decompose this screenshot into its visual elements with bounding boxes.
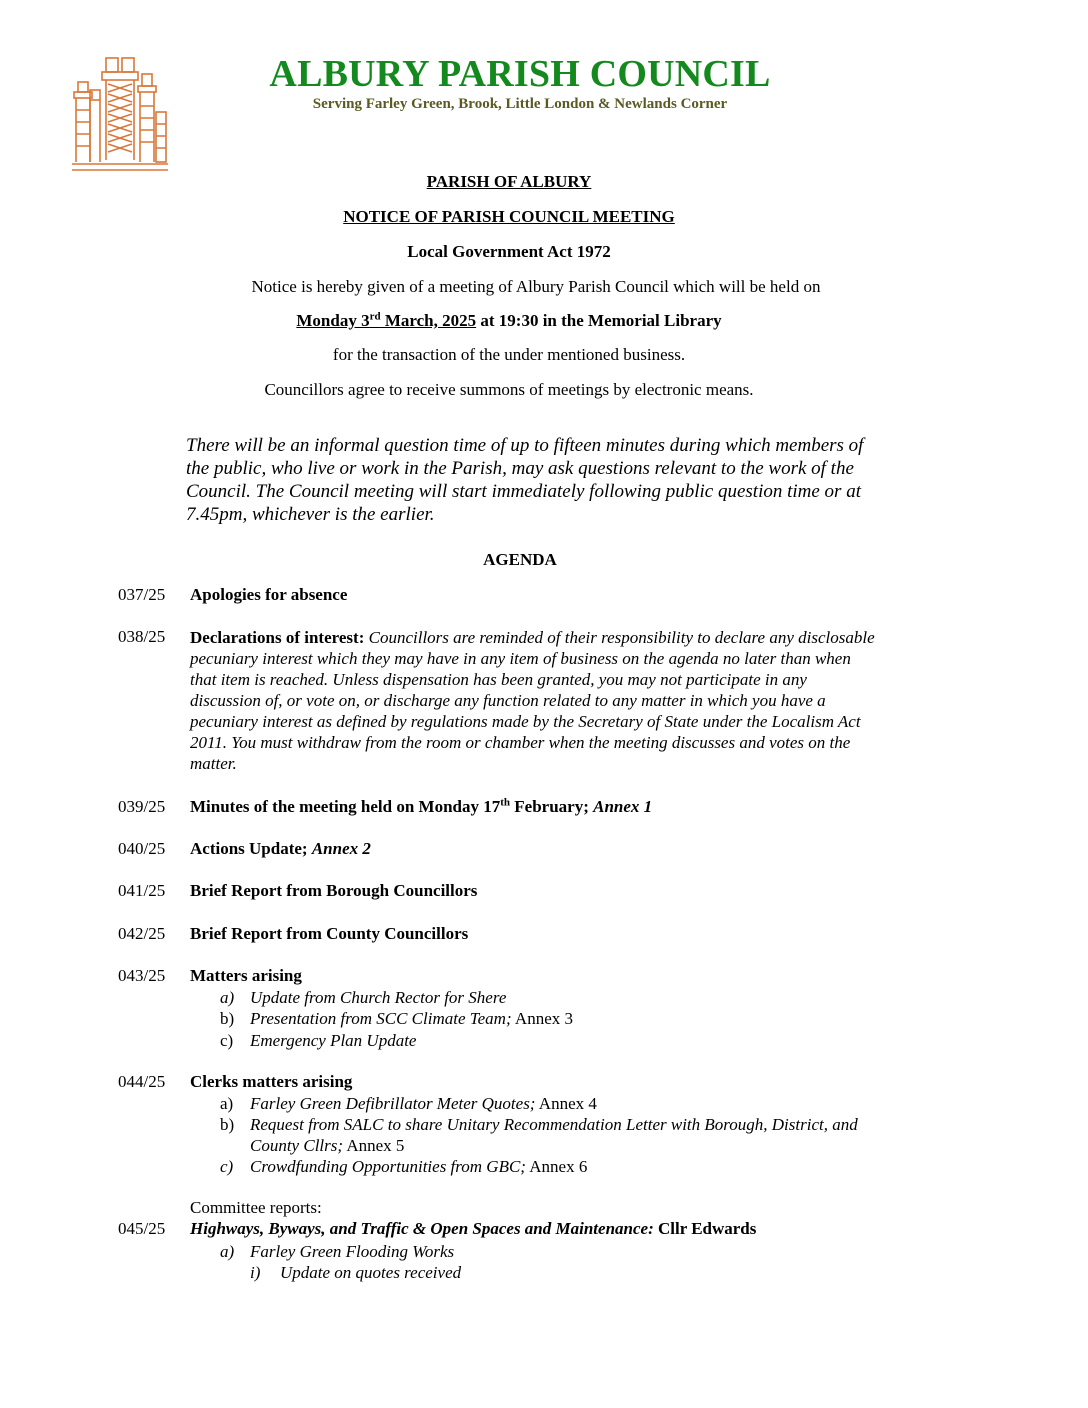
agenda-item-title: Brief Report from Borough Councillors — [190, 881, 478, 900]
sub-item — [220, 1030, 900, 1051]
agenda-item-title: Actions Update; — [190, 839, 312, 858]
sub-item-text: Crowdfunding Opportunities from GBC; — [250, 1157, 526, 1176]
agenda-item-number: 037/25 — [118, 585, 166, 604]
sub-item-label: a) — [220, 988, 235, 1007]
meeting-date-line — [0, 311, 1018, 331]
agenda-item-title: Matters arising — [190, 966, 302, 985]
sub-item-label: b) — [220, 1009, 235, 1028]
annex-reference: Annex 2 — [311, 839, 371, 858]
sub-item — [220, 1156, 900, 1177]
sub-item-label: a) — [220, 1242, 235, 1261]
notice-intro: Notice is hereby given of a meeting of Albury Parish Council which will be held on — [251, 277, 821, 296]
sub-item — [220, 1008, 900, 1029]
meeting-date-suffix: rd — [369, 310, 381, 323]
summons-note: Councillors agree to receive summons of meetings by electronic means. — [264, 380, 754, 399]
meeting-purpose: for the transaction of the under mentioned business. — [332, 345, 686, 364]
agenda-item-title: Declarations of interest: — [190, 628, 365, 647]
agenda-item-number: 044/25 — [118, 1072, 166, 1091]
agenda-item-title: Minutes of the meeting held on Monday 17 — [190, 797, 501, 816]
agenda-item-declarations — [190, 627, 880, 774]
agenda-item-title: Highways, Byways, and Traffic & Open Spaces and Maintenance: — [190, 1219, 654, 1238]
sub-item-label: c) — [220, 1157, 234, 1176]
meeting-date-day: Monday 3 — [296, 311, 370, 330]
agenda-item-title: Clerks matters arising — [190, 1072, 353, 1091]
sub-item-text: Farley Green Flooding Works — [250, 1242, 455, 1261]
sub-item-text: Request from SALC to share Unitary Recommendation Letter with Borough, District, and County Cllrs; — [250, 1115, 858, 1155]
council-title: ALBURY PARISH COUNCIL — [269, 53, 771, 95]
declarations-text: Councillors are reminded of their responsibility to declare any disclosable pecuniary interest which they may have in any item of business on the agenda no later than when that item is reached. Unless dispensation has been granted, you may not participate in any discussion of, or vote on, or discharge any function related to any matter in which you have a pecuniary interest as defined by regulations made by the Secretary of State under the Localism Act 2011. You must withdraw from the room or chamber when the meeting discusses and votes on the matter. — [190, 628, 875, 773]
sub-item-text: Update on quotes received — [280, 1263, 462, 1282]
sub-item-label: c) — [220, 1031, 234, 1050]
agenda-item-title-rest: February; — [510, 797, 594, 816]
date-suffix: th — [500, 796, 511, 809]
sub-item — [220, 1093, 900, 1114]
sub-item-label: a) — [220, 1094, 234, 1113]
annex-reference: Annex 4 — [535, 1094, 597, 1113]
sub-item-label: i) — [250, 1263, 261, 1282]
annex-reference: Annex 3 — [511, 1009, 574, 1028]
public-question-note: There will be an informal question time of up to fifteen minutes during which members of the public, who live or work in the Parish, may ask questions relevant to the work of the Council. The Council meeting will start immediately following public question time or at 7.45pm, whichever is the earlier. — [186, 435, 864, 525]
annex-reference: Annex 1 — [593, 797, 653, 816]
agenda-heading: AGENDA — [483, 550, 557, 569]
meeting-date-rest: March, 2025 — [380, 311, 477, 330]
agenda-item-title: Apologies for absence — [190, 585, 348, 604]
annex-reference: Annex 5 — [343, 1136, 405, 1155]
sub-item-text: Update from Church Rector for Shere — [250, 988, 507, 1007]
sub-item-text: Emergency Plan Update — [250, 1031, 417, 1050]
agenda-item-number: 039/25 — [118, 797, 166, 816]
agenda-item-title: Brief Report from County Councillors — [190, 924, 469, 943]
meeting-time-place: at 19:30 in the Memorial Library — [476, 311, 722, 330]
agenda-item-number: 043/25 — [118, 966, 166, 985]
agenda-item-actions — [190, 839, 371, 859]
sub-item — [220, 1241, 900, 1262]
act-reference: Local Government Act 1972 — [407, 242, 611, 261]
sub-item-text: Farley Green Defibrillator Meter Quotes; — [250, 1094, 536, 1113]
agenda-item-number: 042/25 — [118, 924, 166, 943]
agenda-item-number: 041/25 — [118, 881, 166, 900]
sub-item — [220, 987, 900, 1008]
parish-heading: PARISH OF ALBURY — [426, 172, 592, 191]
agenda-item-number: 045/25 — [118, 1219, 166, 1238]
agenda-item-number: 040/25 — [118, 839, 166, 858]
sub-item-text: Presentation from SCC Climate Team; — [250, 1009, 512, 1028]
committee-reports-label: Committee reports: — [190, 1198, 322, 1217]
sub-item-label: b) — [220, 1115, 235, 1134]
agenda-item-owner: Cllr Edwards — [653, 1219, 757, 1238]
agenda-item-minutes — [190, 797, 652, 817]
sub-item — [220, 1114, 900, 1156]
sub-sub-item — [250, 1262, 900, 1283]
notice-heading: NOTICE OF PARISH COUNCIL MEETING — [343, 207, 675, 226]
agenda-item-number: 038/25 — [118, 627, 166, 646]
annex-reference: Annex 6 — [525, 1157, 588, 1176]
agenda-item-highways — [190, 1219, 756, 1239]
council-subtitle: Serving Farley Green, Brook, Little London & Newlands Corner — [312, 96, 728, 112]
